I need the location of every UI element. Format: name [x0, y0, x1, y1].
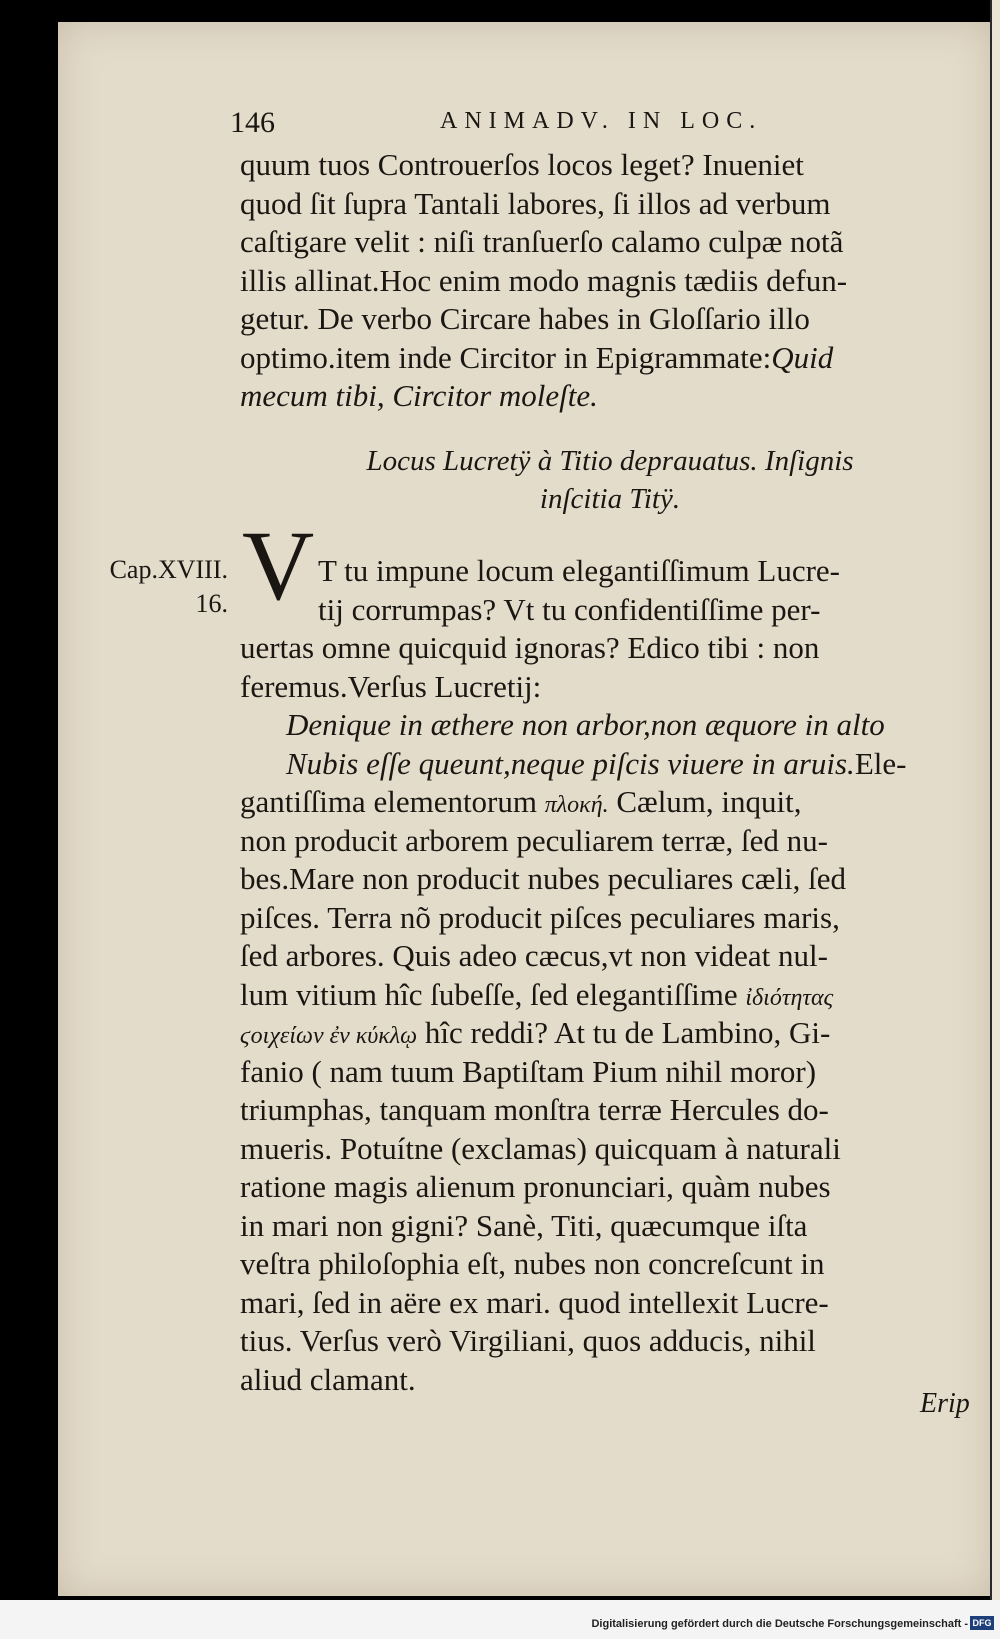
margin-chapter: Cap.XVIII. — [109, 555, 228, 584]
funding-credit: Digitalisierung gefördert durch die Deutsche Forschungsgemeinschaft - — [591, 1618, 968, 1630]
text-line: ſed arbores. Quis adeo cæcus,vt non videat nul- — [240, 938, 828, 973]
greek-text: ἰδιότητας — [745, 984, 834, 1011]
catchword: Erip — [920, 1388, 970, 1419]
text-line: quod ſit ſupra Tantali labores, ſi illos ad verbum — [240, 185, 831, 221]
text-line: T tu impune locum elegantiſſimum Lucre- — [318, 553, 840, 588]
verse-line: Denique in æthere non arbor,non æquore in alto — [286, 707, 885, 742]
margin-note — [84, 553, 228, 621]
text-line: quum tuos Controuerſos locos leget? Inueniet — [240, 147, 804, 182]
text-line: getur. De verbo Circare habes in Gloſſario illo — [240, 301, 810, 336]
greek-text: ϛοιχείων ἐν κύκλῳ — [240, 1023, 418, 1049]
text-plain: gantiſſima elementorum — [240, 784, 545, 819]
text-line: triumphas, tanquam monſtra terræ Hercules do- — [240, 1092, 829, 1127]
main-paragraph — [240, 552, 980, 1399]
top-text-block — [240, 146, 980, 416]
text-line: bes.Mare non producit nubes peculiares cæli, ſed — [240, 861, 847, 896]
text-plain: Ele- — [854, 745, 907, 781]
text-line: uertas omne quicquid ignoras? Edico tibi : non — [240, 630, 820, 665]
section-heading-line: inſcitia Titÿ. — [539, 483, 681, 515]
text-line: non producit arborem peculiarem terræ, ſed nu- — [240, 822, 828, 858]
text-line: veſtra philoſophia eſt, nubes non concreſcunt in — [240, 1246, 825, 1281]
text-line — [240, 783, 980, 822]
text-line — [240, 339, 980, 378]
running-title: ANIMADV. IN LOC. — [440, 108, 763, 134]
page-number: 146 — [230, 106, 275, 139]
text-line: aliud clamant. — [240, 1361, 416, 1397]
dfg-logo-icon: DFG — [970, 1616, 994, 1630]
text-line — [240, 976, 980, 1015]
text-line: fanio ( nam tuum Baptiſtam Pium nihil moror) — [240, 1053, 817, 1089]
text-plain: optimo.item inde Circitor in Epigrammate: — [240, 339, 772, 375]
text-plain: Cælum, inquit, — [608, 784, 802, 819]
text-line: feremus.Verſus Lucretij: — [240, 668, 542, 704]
text-line: ratione magis alienum pronunciari, quàm nubes — [240, 1169, 831, 1204]
page-edge — [990, 0, 1000, 1639]
text-line: piſces. Terra nõ producit piſces peculiares maris, — [240, 899, 840, 935]
text-line: mari, ſed in aëre ex mari. quod intellexit Lucre- — [240, 1284, 829, 1320]
verse-italic: Nubis eſſe queunt,neque piſcis viuere in aruis. — [286, 745, 855, 781]
text-plain: hîc reddi? At tu de Lambino, Gi- — [417, 1015, 831, 1050]
text-line: mueris. Potuítne (exclamas) quicquam à naturali — [240, 1130, 841, 1166]
text-plain: lum vitium hîc ſubeſſe, ſed elegantiſſime — [240, 976, 746, 1012]
footer-bar — [0, 1600, 1000, 1639]
verse-line — [240, 745, 980, 784]
text-line: illis allinat.Hoc enim modo magnis tædiis defun- — [240, 262, 848, 298]
text-line — [240, 1014, 980, 1053]
text-line: caſtigare velit : niſi tranſuerſo calamo culpæ notã — [240, 224, 844, 259]
margin-number: 16. — [195, 589, 228, 618]
text-line: in mari non gigni? Sanè, Titi, quæcumque iſta — [240, 1207, 808, 1243]
greek-text: πλοκή. — [544, 792, 609, 818]
text-line: tius. Verſus verò Virgiliani, quos adducis, nihil — [240, 1323, 816, 1358]
text-italic: Quid — [771, 339, 834, 375]
section-heading — [240, 442, 980, 518]
text-line: tij corrumpas? Vt tu confidentiſſime per- — [318, 591, 821, 627]
section-heading-line: Locus Lucretÿ à Titio deprauatus. Inſignis — [366, 445, 854, 477]
drop-initial: V — [242, 510, 315, 621]
text-line-italic: mecum tibi, Circitor moleſte. — [240, 378, 598, 413]
